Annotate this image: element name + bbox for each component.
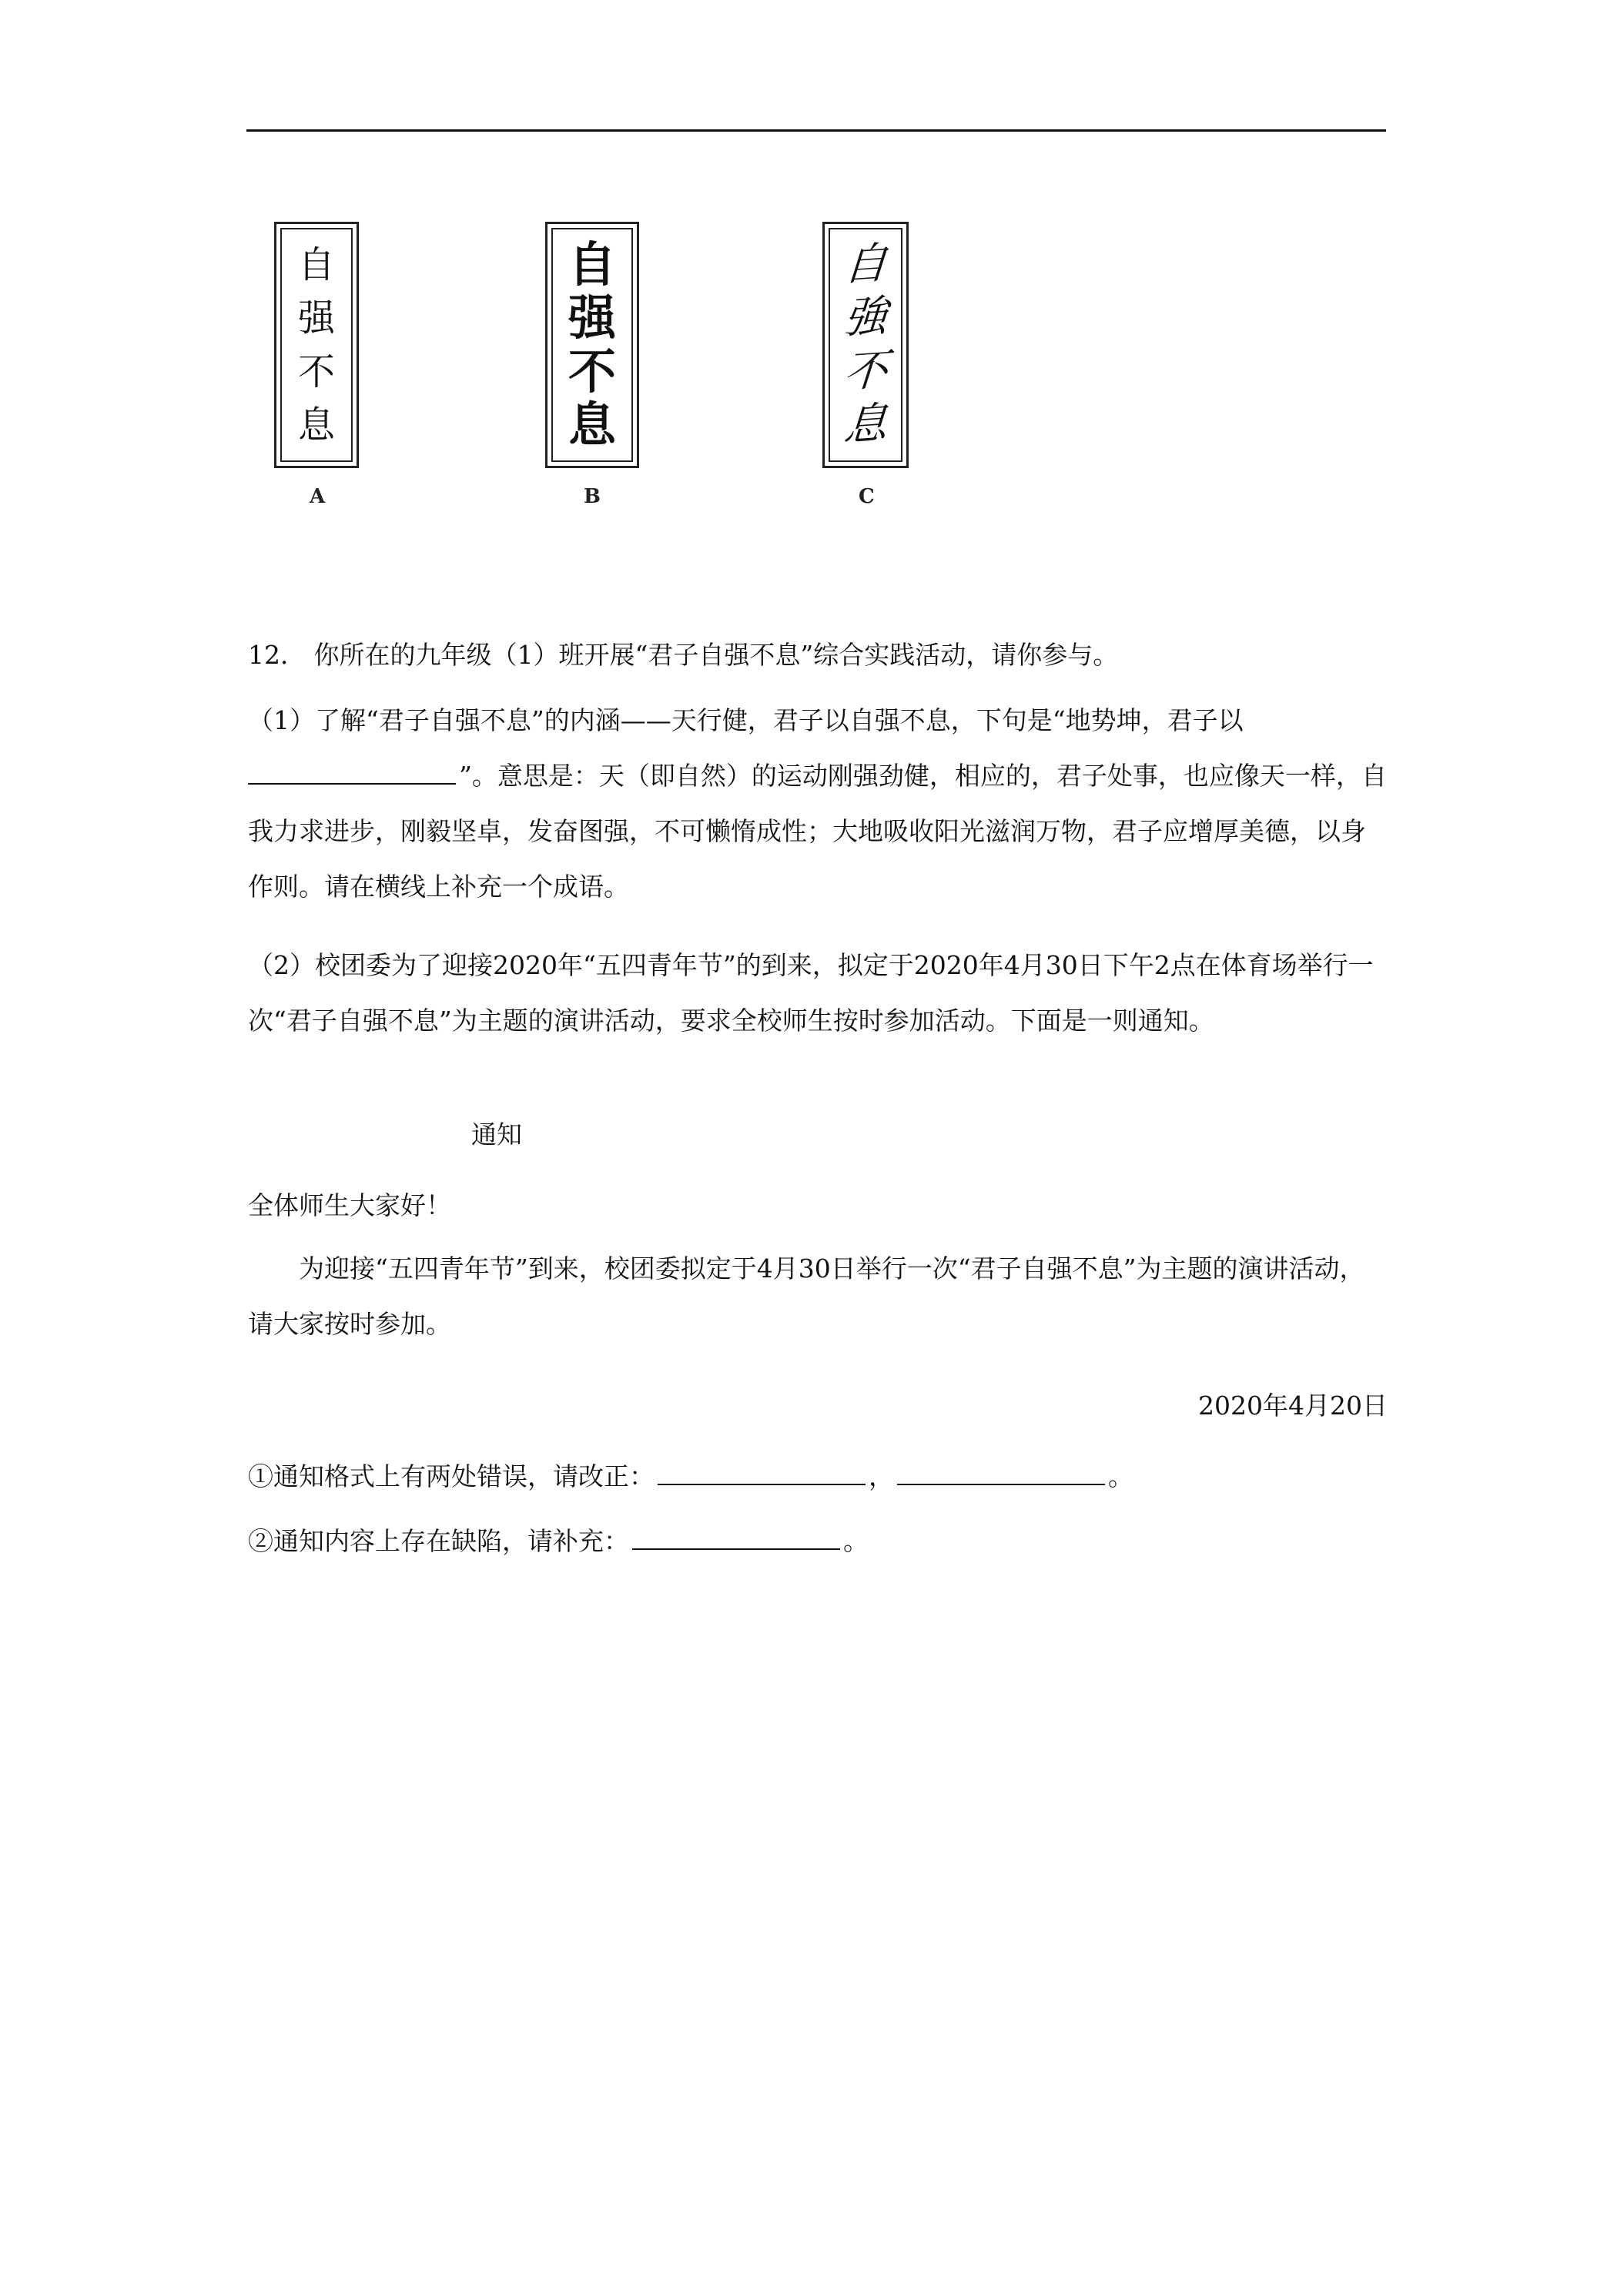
calligraphy-box-a: [274, 222, 359, 468]
callig-char: 息: [842, 398, 889, 452]
notice-greeting: 全体师生大家好！: [248, 1190, 451, 1220]
task-1: [248, 1449, 1388, 1504]
question-title: 12． 你所在的九年级（1）班开展“君子自强不息”综合实践活动，请你参与。: [248, 640, 1119, 670]
calligraphy-label-a: A: [310, 485, 326, 508]
question-part-2: （2）校团委为了迎接2020年“五四青年节”的到来，拟定于2020年4月30日下午2点在体育场举行一次“君子自强不息”为主题的演讲活动，要求全校师生按时参加活动。下面是一则通知。: [248, 950, 1374, 1036]
task1-prefix: ①通知格式上有两处错误，请改正：: [248, 1461, 655, 1491]
part1-text-a: （1）了解“君子自强不息”的内涵——天行健，君子以自强不息，下句是“地势坤，君子以: [248, 705, 1244, 735]
callig-char: 自: [842, 237, 889, 291]
task2-end: 。: [843, 1526, 869, 1556]
calligraphy-label-c: C: [859, 485, 875, 508]
callig-char: 强: [297, 296, 335, 340]
callig-char: 自: [297, 243, 335, 286]
calligraphy-box-b: [545, 222, 639, 468]
answer-blank-idiom[interactable]: [248, 760, 456, 785]
answer-blank-format-2[interactable]: [897, 1461, 1105, 1485]
callig-char: 强: [568, 290, 616, 346]
task-2: [248, 1514, 1388, 1569]
task1-separator: ，: [869, 1461, 894, 1491]
callig-char: 不: [297, 350, 335, 393]
callig-char: 強: [842, 291, 889, 345]
part1-text-b: ”。意思是：天（即自然）的运动刚强劲健，相应的，君子处事，也应像天一样，自我力求进步，刚毅坚卓，发奋图强，不可懒惰成性；大地吸收阳光滋润万物，君子应增厚美德，以身作则。请在横线上补充一个成语。: [248, 761, 1387, 902]
callig-char: 不: [842, 344, 889, 398]
calligraphy-box-c: [822, 222, 909, 468]
callig-char: 息: [297, 403, 335, 447]
task2-prefix: ②通知内容上存在缺陷，请补充：: [248, 1526, 629, 1556]
calligraphy-label-b: B: [584, 485, 601, 508]
answer-blank-format-1[interactable]: [658, 1461, 866, 1485]
task1-end: 。: [1108, 1461, 1133, 1491]
notice-body: 为迎接“五四青年节”到来，校团委拟定于4月30日举行一次“君子自强不息”为主题的演讲活动，请大家按时参加。: [248, 1253, 1365, 1339]
notice-date: 2020年4月20日: [1198, 1391, 1388, 1421]
notice-title: 通知: [471, 1120, 522, 1150]
callig-char: 自: [568, 236, 616, 293]
header-rule: [246, 129, 1386, 132]
question-part-1: [248, 693, 1388, 915]
callig-char: 不: [568, 343, 616, 400]
callig-char: 息: [568, 397, 616, 454]
answer-blank-content[interactable]: [632, 1525, 840, 1550]
